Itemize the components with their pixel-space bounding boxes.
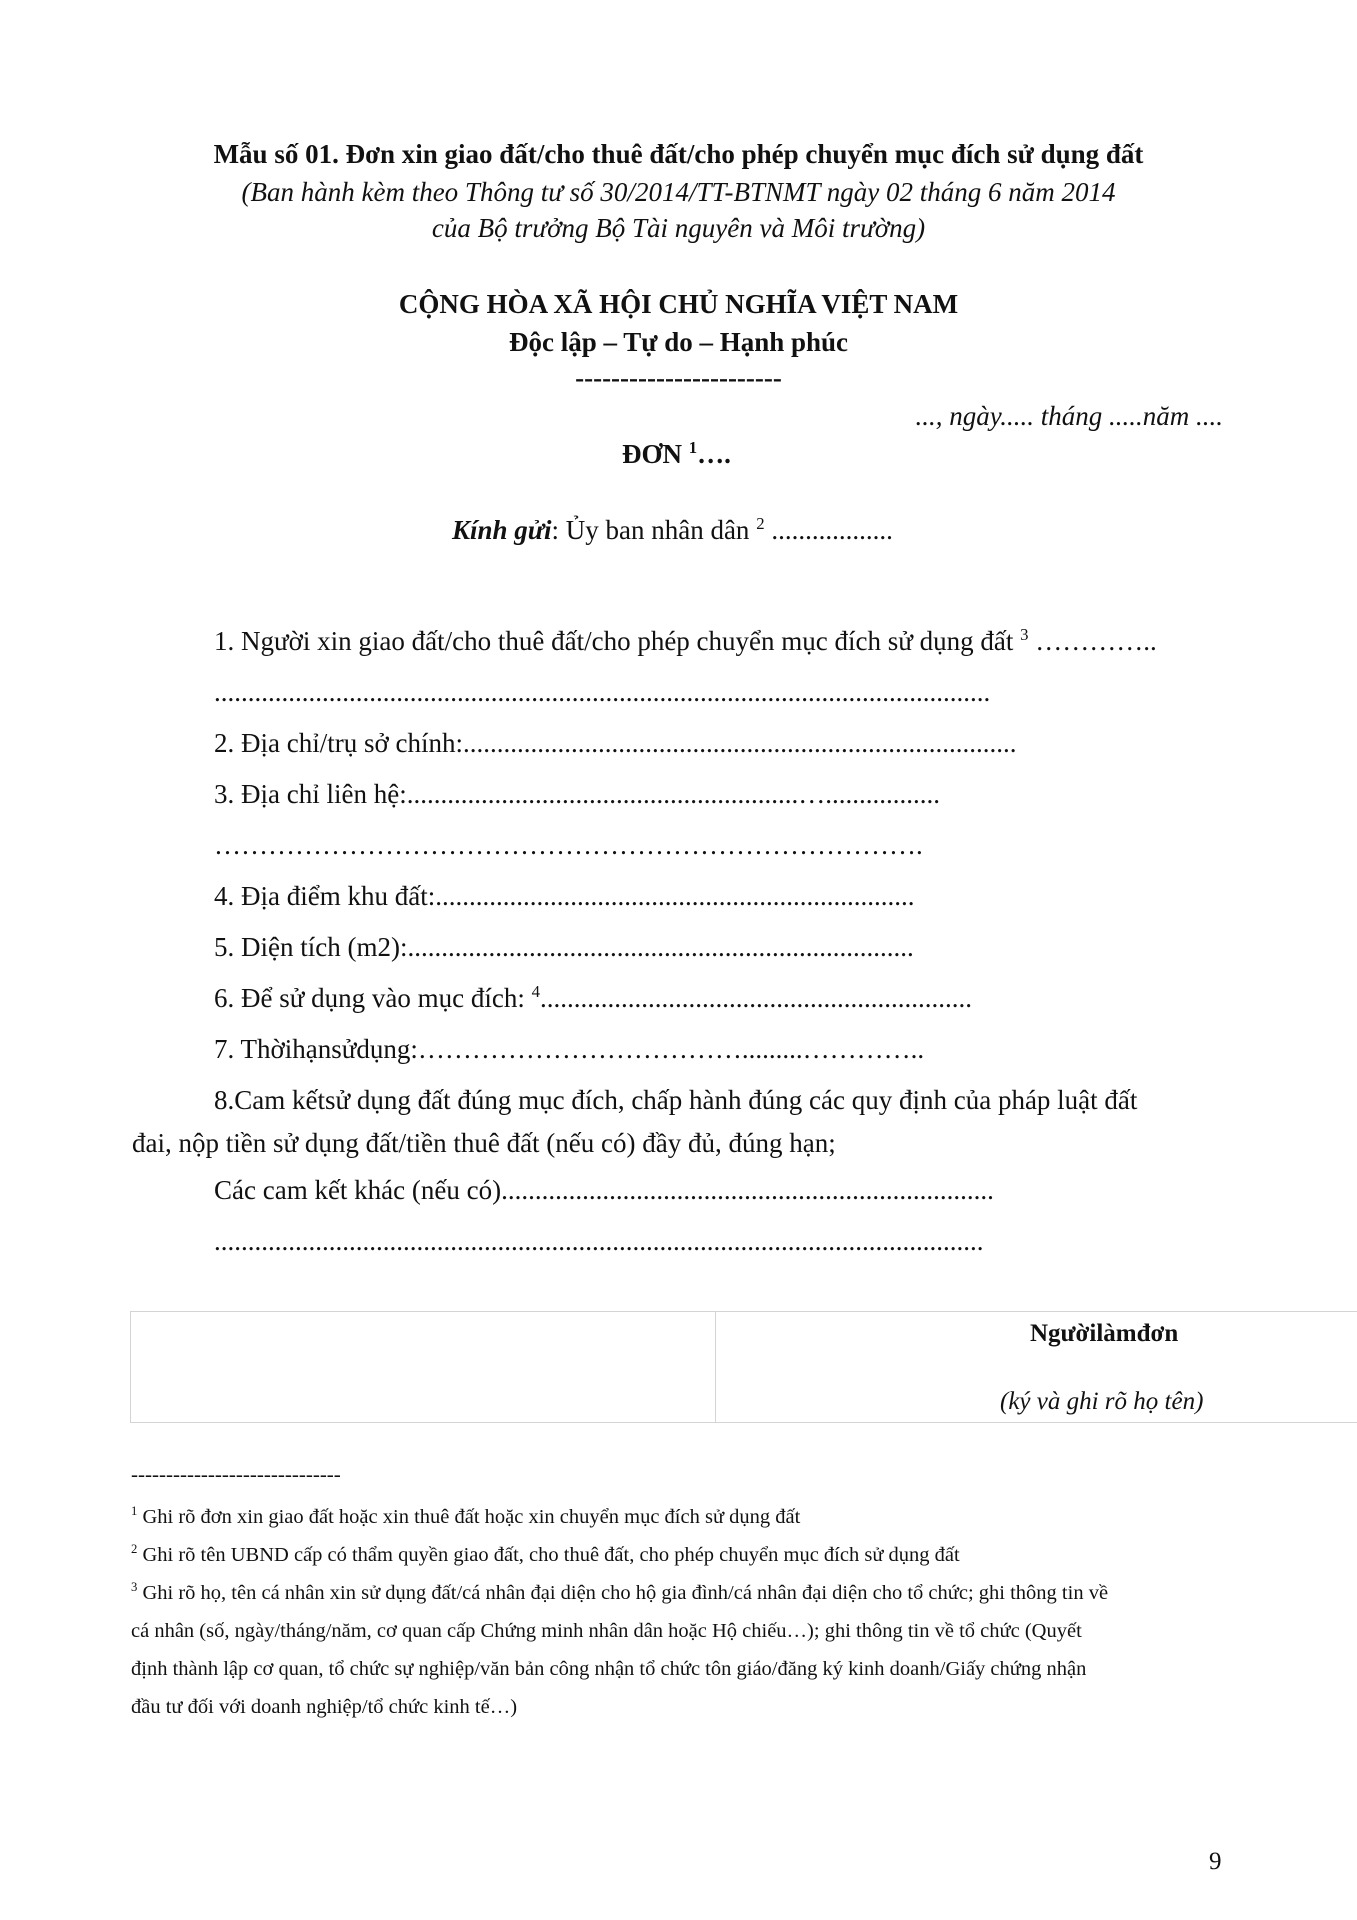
field-purpose-tail: ................................................................ [539,983,972,1013]
footnote-separator: ------------------------------ [131,1462,341,1486]
field-applicant-tail: ………….. [1028,626,1157,656]
field-purpose-label: 6. Để sử dụng vào mục đích: [214,983,532,1013]
footnote-1-text: Ghi rõ đơn xin giao đất hoặc xin thuê đất hoặc xin chuyển mục đích sử dụng đất [137,1506,801,1528]
form-title [0,136,1357,172]
footnote-3-line3: định thành lập cơ quan, tổ chức sự nghiệp/văn bản công nhận tổ chức tôn giáo/đăng ký kinh doanh/Giấy chứng nhận [131,1658,1087,1680]
footnote-3-text: Ghi rõ họ, tên cá nhân xin sử dụng đất/cá nhân đại diện cho hộ gia đình/cá nhân đại diện cho tổ chức; ghi thông tin về [137,1582,1109,1604]
field-duration: 7. Thờihạnsửdụng:……………………………….........………….. [214,1034,925,1064]
footnote-1 [131,1506,800,1529]
header-divider: ----------------------- [575,363,782,393]
field-headquarters: 2. Địa chỉ/trụ sở chính:.................................................................................. [214,728,1017,758]
footnote-2-mark: 2 [131,1542,138,1557]
subtitle-line2: của Bộ trưởng Bộ Tài nguyên và Môi trường) [431,213,926,243]
field-applicant-continuation: ................................................................................................................... [214,677,991,707]
other-commitments: Các cam kết khác (nếu có)......................................................................... [214,1175,994,1205]
footnote-ref-3: 3 [1020,625,1029,644]
country-name: CỘNG HÒA XÃ HỘI CHỦ NGHĨA VIỆT NAM [398,289,959,319]
footnote-ref-2: 2 [756,514,765,533]
footnote-3-line4: đầu tư đối với doanh nghiệp/tổ chức kinh tế…) [131,1696,518,1718]
form-title-text: Đơn xin giao đất/cho thuê đất/cho phép chuyển mục đích sử dụng đất [338,139,1144,169]
document-title-tail: …. [697,439,731,469]
signature-title: Ngườilàmđơn [1030,1320,1179,1347]
recipient-line [452,512,893,548]
recipient-label: Kính gửi [452,515,552,545]
recipient-tail: .................. [764,515,893,545]
field-purpose [214,983,972,1014]
other-commitments-continuation: .................................................................................................................. [214,1226,984,1256]
subtitle-line1: (Ban hành kèm theo Thông tư số 30/2014/TT-BTNMT ngày 02 tháng 6 năm 2014 [241,177,1116,207]
field-contact-address: 3. Địa chỉ liên hệ:..........................................................…................. [214,779,940,809]
document-title-text: ĐƠN [622,439,689,469]
field-applicant [214,626,1157,657]
field-area: 5. Diện tích (m2):........................................................................... [214,932,914,962]
document-title [622,436,731,472]
field-contact-continuation: ……………………………………………………………………. [214,830,923,860]
form-number: Mẫu số 01. [213,139,339,169]
footnote-2-text: Ghi rõ tên UBND cấp có thẩm quyền giao đất, cho thuê đất, cho phép chuyển mục đích sử dụng đất [137,1544,960,1566]
footnote-2 [131,1544,960,1567]
footnote-3-line2: cá nhân (số, ngày/tháng/năm, cơ quan cấp Chứng minh nhân dân hoặc Hộ chiếu…); ghi thông tin về tổ chức (Quyết [131,1620,1082,1642]
footnote-3-mark: 3 [131,1580,138,1595]
signature-note: (ký và ghi rõ họ tên) [1000,1388,1204,1415]
recipient-text: : Ủy ban nhân dân [551,515,757,545]
footnote-1-mark: 1 [131,1504,138,1519]
field-applicant-label: 1. Người xin giao đất/cho thuê đất/cho phép chuyển mục đích sử dụng đất [214,626,1021,656]
commitment-line1: 8.Cam kếtsử dụng đất đúng mục đích, chấp hành đúng các quy định của pháp luật đất [214,1085,1138,1115]
signature-table-divider [715,1312,716,1422]
commitment-line2: đai, nộp tiền sử dụng đất/tiền thuê đất (nếu có) đầy đủ, đúng hạn; [132,1128,836,1158]
footnote-ref-1: 1 [688,438,698,457]
footnote-ref-4: 4 [531,982,540,1001]
date-line: ..., ngày..... tháng .....năm .... [915,401,1223,431]
field-land-location: 4. Địa điểm khu đất:....................................................................... [214,881,915,911]
national-motto: Độc lập – Tự do – Hạnh phúc [508,327,849,357]
footnote-3 [131,1582,1108,1605]
page-number: 9 [1209,1848,1222,1875]
